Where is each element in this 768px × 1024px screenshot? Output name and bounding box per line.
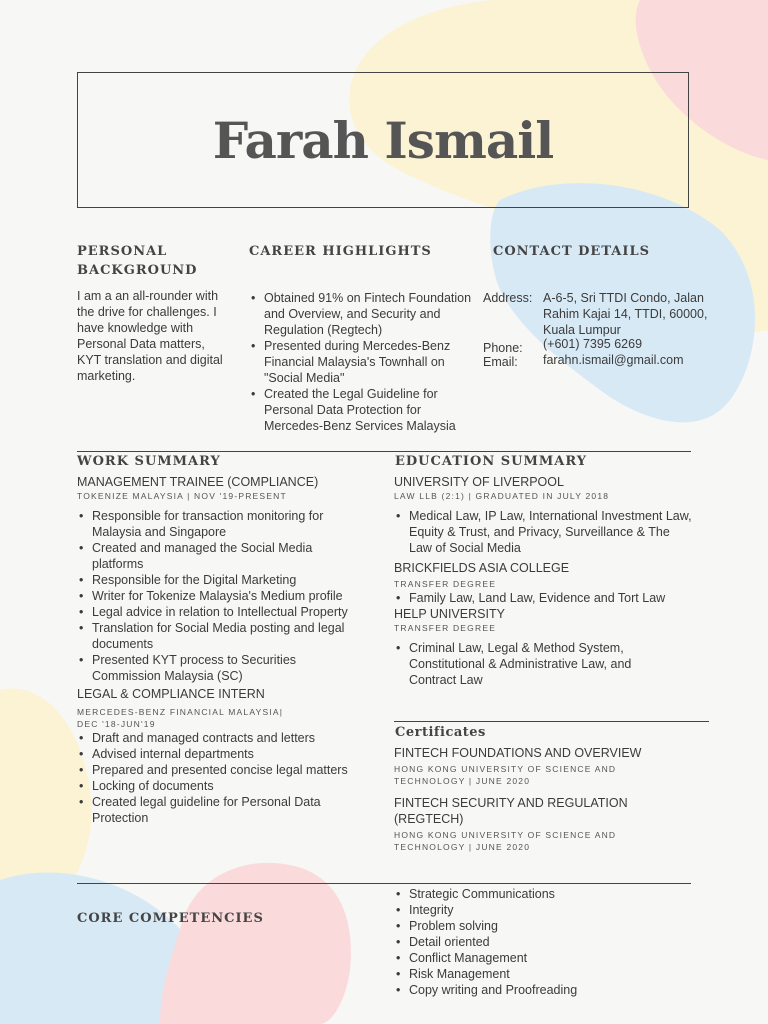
candidate-name: Farah Ismail	[212, 110, 554, 170]
list-item: • Problem solving	[394, 918, 674, 934]
education-summary-heading: EDUCATION SUMMARY	[395, 454, 588, 469]
school-subtitle: TRANSFER DEGREE	[394, 623, 497, 633]
school-subtitle: TRANSFER DEGREE	[394, 579, 497, 589]
job-subtitle: MERCEDES-BENZ FINANCIAL MALAYSIA| DEC '18-JUN'19	[77, 707, 284, 729]
job-duties-list	[77, 730, 357, 826]
phone-label: Phone:	[483, 341, 523, 355]
list-item: • Created the Legal Guideline for Personal Data Protection for Mercedes-Benz Services Malaysia	[249, 386, 481, 434]
certificate-title: FINTECH SECURITY AND REGULATION (REGTECH)	[394, 796, 628, 826]
list-item: • Draft and managed contracts and letters	[77, 730, 357, 746]
list-item: • Medical Law, IP Law, International Investment Law, Equity & Trust, and Privacy, Surveillance & The Law of Social Media	[394, 508, 694, 556]
list-item: • Conflict Management	[394, 950, 674, 966]
personal-background-heading: PERSONAL BACKGROUND	[77, 244, 198, 278]
work-summary	[77, 474, 357, 826]
job-duties-list	[77, 508, 357, 684]
address-value: A-6-5, Sri TTDI Condo, Jalan Rahim Kajai 14, TTDI, 60000, Kuala Lumpur	[543, 291, 708, 337]
list-item: • Responsible for the Digital Marketing	[77, 572, 357, 588]
list-item: • Presented during Mercedes-Benz Financial Malaysia's Townhall on "Social Media"	[249, 338, 481, 386]
job-title: MANAGEMENT TRAINEE (COMPLIANCE)	[77, 475, 319, 489]
divider	[394, 721, 709, 722]
list-item: • Criminal Law, Legal & Method System, Constitutional & Administrative Law, and Contract Law	[394, 640, 679, 688]
certificates-heading: Certificates	[395, 725, 486, 740]
education-summary	[394, 474, 694, 688]
contact-address-row	[483, 290, 733, 338]
list-item: • Obtained 91% on Fintech Foundation and Overview, and Security and Regulation (Regtech)	[249, 290, 481, 338]
list-item: • Advised internal departments	[77, 746, 357, 762]
career-highlights-heading: CAREER HIGHLIGHTS	[249, 244, 432, 259]
list-item: • Copy writing and Proofreading	[394, 982, 674, 998]
school-subtitle: LAW LLB (2:1) | GRADUATED IN JULY 2018	[394, 491, 610, 501]
list-item: • Created and managed the Social Media platforms	[77, 540, 357, 572]
list-item: • Risk Management	[394, 966, 674, 982]
phone-value: (+601) 7395 6269	[543, 337, 643, 351]
certificate-subtitle: HONG KONG UNIVERSITY OF SCIENCE AND TECHNOLOGY | JUNE 2020	[394, 764, 617, 786]
job-subtitle: TOKENIZE MALAYSIA | NOV '19-PRESENT	[77, 491, 287, 501]
school-courses-list	[394, 640, 694, 688]
list-item: • Family Law, Land Law, Evidence and Tort Law	[394, 590, 669, 606]
job-title: LEGAL & COMPLIANCE INTERN	[77, 687, 265, 701]
certificate-title: FINTECH FOUNDATIONS AND OVERVIEW	[394, 746, 642, 760]
list-item: • Detail oriented	[394, 934, 674, 950]
work-summary-heading: WORK SUMMARY	[77, 454, 221, 469]
personal-background-text: I am a an all-rounder with the drive for challenges. I have knowledge with Personal Data matters, KYT translation and digital marketing.	[77, 289, 223, 383]
school-courses-list	[394, 508, 694, 556]
school-title: BRICKFIELDS ASIA COLLEGE	[394, 561, 570, 575]
contact-details	[483, 290, 733, 370]
certificates	[394, 745, 654, 853]
contact-email-row	[483, 352, 733, 370]
list-item: • Locking of documents	[77, 778, 357, 794]
list-item: • Writer for Tokenize Malaysia's Medium profile	[77, 588, 357, 604]
career-highlights-list	[249, 290, 481, 434]
list-item: • Created legal guideline for Personal Data Protection	[77, 794, 357, 826]
list-item: • Integrity	[394, 902, 674, 918]
divider	[77, 883, 691, 884]
list-item: • Responsible for transaction monitoring for Malaysia and Singapore	[77, 508, 357, 540]
email-label: Email:	[483, 355, 518, 369]
contact-details-heading: CONTACT DETAILS	[493, 244, 650, 259]
school-title: HELP UNIVERSITY	[394, 607, 505, 621]
school-title: UNIVERSITY OF LIVERPOOL	[394, 475, 564, 489]
core-competencies-heading: CORE COMPETENCIES	[77, 911, 264, 926]
list-item: • Legal advice in relation to Intellectual Property	[77, 604, 357, 620]
core-competencies-list	[394, 886, 674, 998]
list-item: • Translation for Social Media posting and legal documents	[77, 620, 357, 652]
name-frame	[77, 72, 689, 208]
list-item: • Strategic Communications	[394, 886, 674, 902]
certificate-subtitle: HONG KONG UNIVERSITY OF SCIENCE AND TECHNOLOGY | JUNE 2020	[394, 830, 617, 852]
address-label: Address:	[483, 291, 533, 305]
list-item: • Prepared and presented concise legal matters	[77, 762, 357, 778]
school-courses-list	[394, 590, 694, 606]
list-item: • Presented KYT process to Securities Commission Malaysia (SC)	[77, 652, 357, 684]
email-value[interactable]: farahn.ismail@gmail.com	[543, 353, 684, 367]
